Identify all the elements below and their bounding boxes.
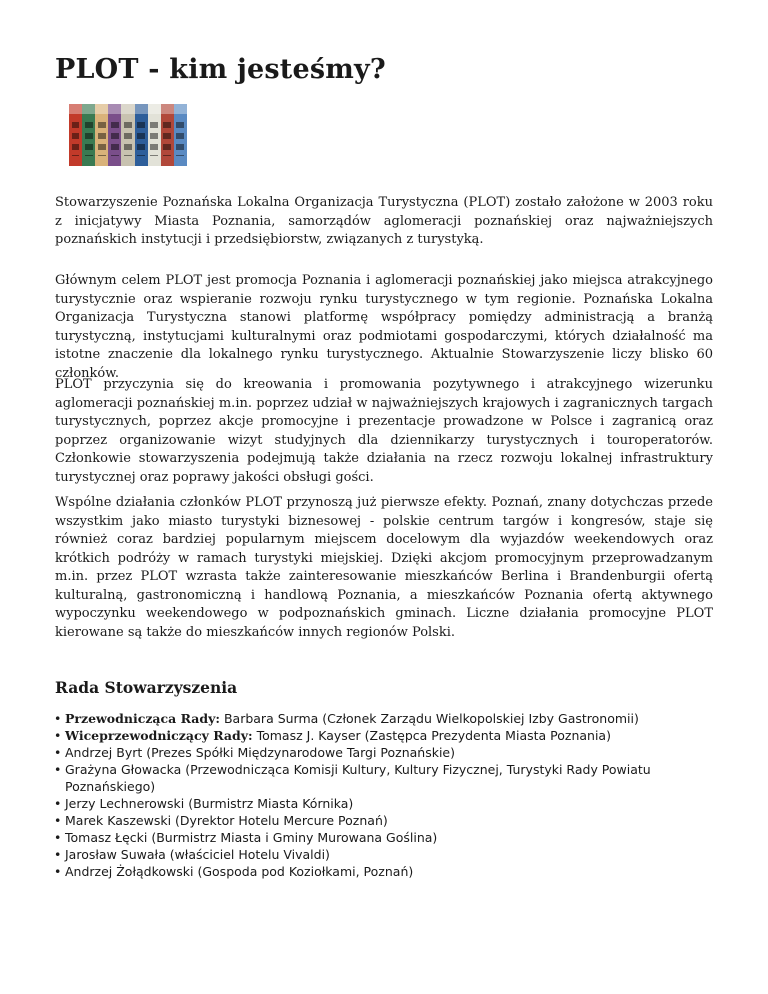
house-stripe [121, 104, 134, 166]
member-text: Grażyna Głowacka (Przewodnicząca Komisji Kultury, Kultury Fizycznej, Turystyki Rady Powiatu Poznańskiego) [65, 762, 651, 794]
town-houses-photo [69, 104, 187, 166]
board-member-item [65, 744, 713, 761]
page-title: PLOT - kim jesteśmy? [55, 54, 386, 85]
member-text: Marek Kaszewski (Dyrektor Hotelu Mercure Poznań) [65, 813, 388, 828]
house-stripe [148, 104, 161, 166]
board-member-item [65, 727, 713, 744]
board-heading: Rada Stowarzyszenia [55, 678, 238, 697]
house-stripe [95, 104, 108, 166]
house-stripe [108, 104, 121, 166]
member-text: Tomasz J. Kayser (Zastępca Prezydenta Miasta Poznania) [252, 728, 611, 743]
house-stripe [82, 104, 95, 166]
house-stripe [161, 104, 174, 166]
paragraph-promotion: PLOT przyczynia się do kreowania i promowania pozytywnego i atrakcyjnego wizerunku aglomeracji poznańskiej m.in. poprzez udział w najważniejszych krajowych i zagranicznych targach turystycznych, poprzez akcje promocyjne i prezentacje prowadzone w Polsce i zagranicą oraz poprzez organizowanie wizyt studyjnych dla dziennikarzy turystycznych i touroperatorów. Członkowie stowarzyszenia podejmują także działania na rzecz rozwoju lokalnej infrastruktury turystycznej oraz poprawy jakości obsługi gości. [55, 377, 713, 485]
paragraph-intro: Stowarzyszenie Poznańska Lokalna Organizacja Turystyczna (PLOT) zostało założone w 2003 roku z inicjatywy Miasta Poznania, samorządów aglomeracji poznańskiej oraz najważniejszych poznańskich instytucji i przedsiębiorstw, związanych z turystyką. [55, 195, 713, 247]
board-member-item [65, 812, 713, 829]
member-text: Andrzej Byrt (Prezes Spółki Międzynarodowe Targi Poznańskie) [65, 745, 456, 760]
member-role: Wiceprzewodniczący Rady: [65, 728, 253, 743]
board-member-item [65, 863, 713, 880]
member-text: Andrzej Żołądkowski (Gospoda pod Koziołkami, Poznań) [65, 864, 414, 879]
board-member-item [65, 829, 713, 846]
member-text: Jerzy Lechnerowski (Burmistrz Miasta Kórnika) [65, 796, 354, 811]
board-members-list [55, 710, 713, 880]
member-text: Jarosław Suwała (właściciel Hotelu Vivaldi) [65, 847, 330, 862]
board-member-item [65, 710, 713, 727]
paragraph-effects: Wspólne działania członków PLOT przynoszą już pierwsze efekty. Poznań, znany dotychczas przede wszystkim jako miasto turystyki biznesowej - polskie centrum targów i kongresów, staje się również coraz bardziej popularnym miejscem docelowym dla wyjazdów weekendowych oraz krótkich podróży w ramach turystyki miejskiej. Dzięki akcjom promocyjnym przeprowadzanym m.in. przez PLOT wzrasta także zainteresowanie mieszkańców Berlina i Brandenburgii ofertą kulturalną, gastronomiczną i handlową Poznania, a mieszkańców Poznania ofertą aktywnego wypoczynku weekendowego w podpoznańskich gminach. Liczne działania promocyjne PLOT kierowane są także do mieszkańców innych regionów Polski. [55, 495, 713, 640]
member-role: Przewodnicząca Rady: [65, 711, 220, 726]
member-text: Barbara Surma (Członek Zarządu Wielkopolskiej Izby Gastronomii) [219, 711, 639, 726]
board-member-item [65, 846, 713, 863]
board-member-item [65, 761, 713, 795]
member-text: Tomasz Łęcki (Burmistrz Miasta i Gminy Murowana Goślina) [65, 830, 438, 845]
house-stripe [174, 104, 187, 166]
board-member-item [65, 795, 713, 812]
paragraph-goal: Głównym celem PLOT jest promocja Poznania i aglomeracji poznańskiej jako miejsca atrakcyjnego turystycznie oraz wspieranie rozwoju rynku turystycznego w tym regionie. Poznańska Lokalna Organizacja Turystyczna stanowi platformę współpracy pomiędzy administracją a branżą turystyczną, instytucjami kulturalnymi oraz podmiotami gospodarczymi, których działalność ma istotne znaczenie dla lokalnego rynku turystycznego. Aktualnie Stowarzyszenie liczy blisko 60 członków. [55, 273, 713, 381]
house-stripe [69, 104, 82, 166]
house-stripe [135, 104, 148, 166]
